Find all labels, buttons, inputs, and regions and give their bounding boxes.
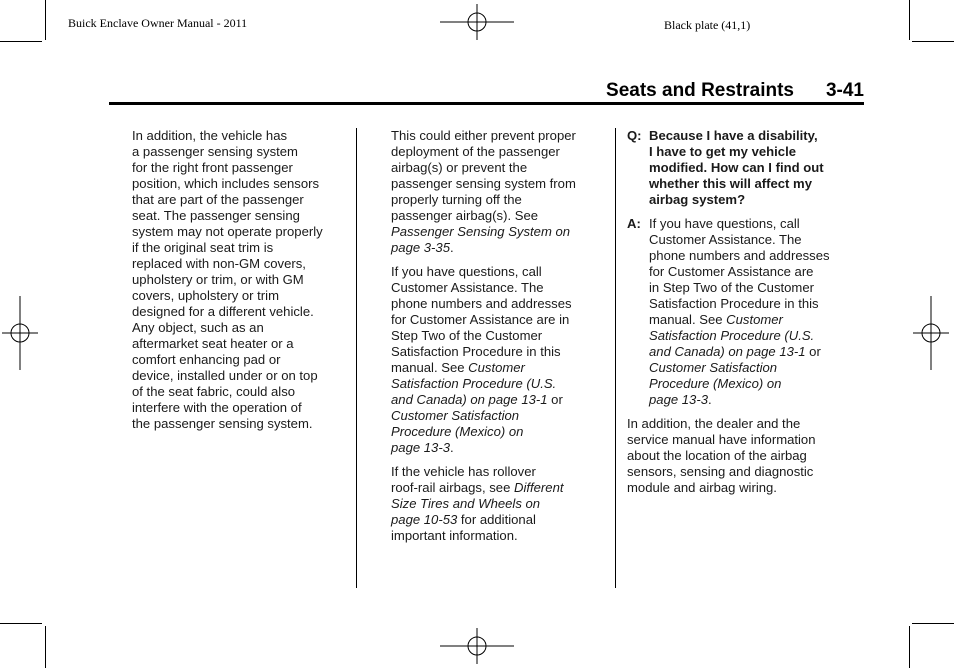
cross-reference[interactable]: Satisfaction Procedure (U.S. <box>649 328 815 343</box>
text-line <box>391 496 606 512</box>
text-line: device, installed under or on top <box>132 368 318 383</box>
cross-reference[interactable]: Procedure (Mexico) on <box>649 376 782 391</box>
text-line: Customer Assistance. The <box>391 280 544 295</box>
text-fragment: roof-rail airbags, see <box>391 480 514 495</box>
cross-reference[interactable]: page 10-53 <box>391 512 458 527</box>
text-line: important information. <box>391 528 518 543</box>
registration-mark-left <box>2 296 38 370</box>
column-divider <box>356 128 357 588</box>
text-line: phone numbers and addresses <box>391 296 572 311</box>
text-line: replaced with non-GM covers, <box>132 256 306 271</box>
text-line: Satisfaction Procedure in this <box>391 344 561 359</box>
crop-mark <box>45 0 46 40</box>
paragraph <box>627 416 852 496</box>
crop-mark <box>912 623 954 624</box>
text-line: for the right front passenger <box>132 160 293 175</box>
answer-text <box>649 216 852 408</box>
text-line: In addition, the vehicle has <box>132 128 288 143</box>
paragraph <box>391 264 606 456</box>
cross-reference[interactable]: and Canada) on page 13-1 <box>391 392 548 407</box>
text-line: system may not operate properly <box>132 224 323 239</box>
text-line <box>391 440 606 456</box>
crop-mark <box>45 626 46 668</box>
text-line: airbag(s) or prevent the <box>391 160 528 175</box>
text-line: In addition, the dealer and the <box>627 416 801 431</box>
text-line: for Customer Assistance are in <box>391 312 570 327</box>
text-line: Step Two of the Customer <box>391 328 543 343</box>
text-line: Satisfaction Procedure in this <box>649 296 819 311</box>
crop-mark <box>909 0 910 40</box>
cross-reference[interactable]: Customer Satisfaction <box>649 360 778 375</box>
paragraph <box>391 128 606 256</box>
registration-mark-bottom <box>440 628 514 664</box>
cross-reference[interactable]: page 13-3 <box>649 392 708 407</box>
text-line: whether this will affect my <box>649 176 812 191</box>
text-line: If the vehicle has rollover <box>391 464 536 479</box>
paragraph <box>391 464 606 544</box>
question-label: Q: <box>627 128 642 143</box>
text-line <box>391 224 606 240</box>
text-line <box>649 376 852 392</box>
text-line <box>391 480 606 496</box>
registration-mark-top <box>440 4 514 40</box>
text-line: position, which includes sensors <box>132 176 320 191</box>
text-line <box>391 408 606 424</box>
cross-reference[interactable]: Customer <box>468 360 525 375</box>
text-line: sensors, sensing and diagnostic <box>627 464 814 479</box>
text-fragment: . <box>707 392 712 407</box>
text-line: passenger sensing system from <box>391 176 576 191</box>
crop-mark <box>0 623 42 624</box>
manual-title: Buick Enclave Owner Manual - 2011 <box>68 16 248 30</box>
text-fragment: . <box>449 440 454 455</box>
crop-mark <box>0 41 42 42</box>
cross-reference[interactable]: Different <box>514 480 564 495</box>
text-line <box>391 512 606 528</box>
text-line: Any object, such as an <box>132 320 264 335</box>
text-line: of the seat fabric, could also <box>132 384 296 399</box>
text-line: upholstery or trim, or with GM <box>132 272 304 287</box>
header-rule <box>109 102 864 105</box>
crop-mark <box>909 626 910 668</box>
crop-mark <box>912 41 954 42</box>
column-2 <box>391 128 606 552</box>
text-line: This could either prevent proper <box>391 128 576 143</box>
plate-label: Black plate (41,1) <box>664 18 751 32</box>
text-fragment: or <box>547 392 563 407</box>
text-fragment: manual. See <box>649 312 727 327</box>
text-line: service manual have information <box>627 432 816 447</box>
text-line: aftermarket seat heater or a <box>132 336 294 351</box>
text-line: If you have questions, call <box>649 216 800 231</box>
text-fragment: or <box>805 344 821 359</box>
text-line: Customer Assistance. The <box>649 232 802 247</box>
text-line: comfort enhancing pad or <box>132 352 281 367</box>
text-line: airbag system? <box>649 192 746 207</box>
cross-reference[interactable]: Passenger Sensing System on <box>391 224 571 239</box>
text-line <box>391 424 606 440</box>
cross-reference[interactable]: Procedure (Mexico) on <box>391 424 524 439</box>
text-line <box>391 360 606 376</box>
text-line: in Step Two of the Customer <box>649 280 814 295</box>
paragraph <box>132 128 350 432</box>
text-line <box>649 392 852 408</box>
answer-block <box>627 216 852 408</box>
cross-reference[interactable]: page 13-3 <box>391 440 450 455</box>
cross-reference[interactable]: and Canada) on page 13-1 <box>649 344 806 359</box>
text-line: seat. The passenger sensing <box>132 208 300 223</box>
text-line: covers, upholstery or trim <box>132 288 279 303</box>
text-line: deployment of the passenger <box>391 144 560 159</box>
section-title: Seats and Restraints <box>606 80 794 101</box>
text-line: about the location of the airbag <box>627 448 807 463</box>
text-line: interfere with the operation of <box>132 400 302 415</box>
text-line: If you have questions, call <box>391 264 542 279</box>
column-3 <box>627 128 852 504</box>
text-line: phone numbers and addresses <box>649 248 830 263</box>
cross-reference[interactable]: Size Tires and Wheels on <box>391 496 541 511</box>
text-line: if the original seat trim is <box>132 240 274 255</box>
text-line: I have to get my vehicle <box>649 144 796 159</box>
answer-label: A: <box>627 216 641 231</box>
text-line: a passenger sensing system <box>132 144 298 159</box>
text-line: properly turning off the <box>391 192 522 207</box>
text-line: Because I have a disability, <box>649 128 818 143</box>
text-line: that are part of the passenger <box>132 192 304 207</box>
column-1 <box>132 128 350 440</box>
text-line: for Customer Assistance are <box>649 264 814 279</box>
text-line: the passenger sensing system. <box>132 416 313 431</box>
text-line: module and airbag wiring. <box>627 480 777 495</box>
column-divider <box>615 128 616 588</box>
cross-reference[interactable]: Satisfaction Procedure (U.S. <box>391 376 557 391</box>
text-fragment: manual. See <box>391 360 469 375</box>
text-line: modified. How can I find out <box>649 160 824 175</box>
text-line <box>391 240 606 256</box>
text-fragment: for additional <box>457 512 536 527</box>
text-line <box>649 344 852 360</box>
question-block <box>627 128 852 208</box>
registration-mark-right <box>913 296 949 370</box>
question-text <box>649 128 852 208</box>
text-fragment: . <box>449 240 454 255</box>
cross-reference[interactable]: page 3-35 <box>391 240 450 255</box>
text-line <box>649 360 852 376</box>
text-line <box>391 392 606 408</box>
text-line <box>391 376 606 392</box>
section-header <box>0 80 864 104</box>
text-line <box>649 312 852 328</box>
page-number: 3-41 <box>825 80 864 101</box>
text-line: passenger airbag(s). See <box>391 208 539 223</box>
text-line: designed for a different vehicle. <box>132 304 314 319</box>
text-line <box>649 328 852 344</box>
cross-reference[interactable]: Customer Satisfaction <box>391 408 520 423</box>
cross-reference[interactable]: Customer <box>726 312 783 327</box>
